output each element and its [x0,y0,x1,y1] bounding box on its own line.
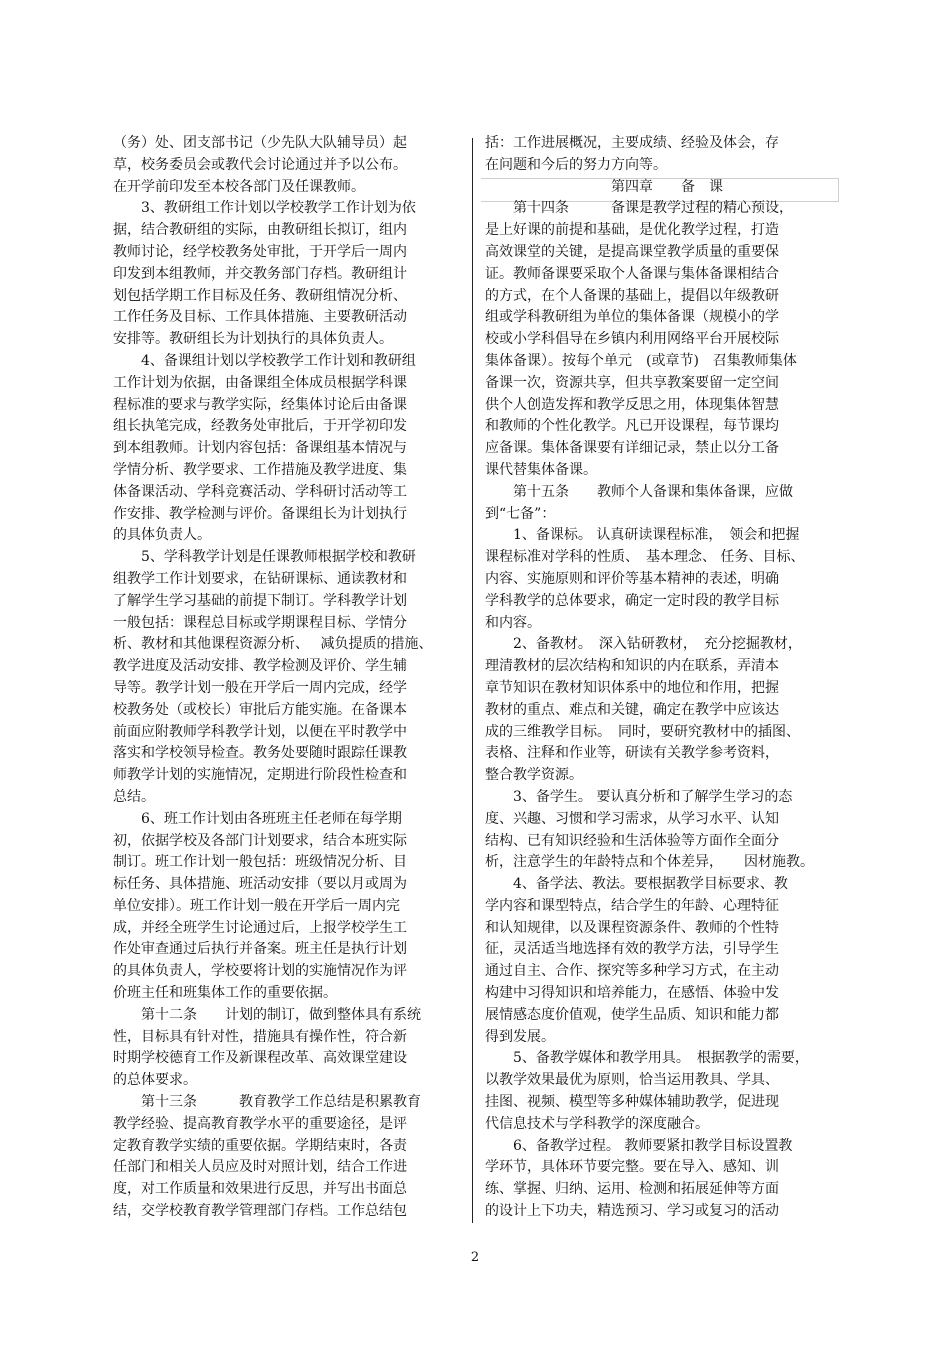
text-line: 组教学工作计划要求，在钻研课标、通读教材和 [113,570,407,587]
text-line: 的具体负责人。 [113,527,211,544]
text-line: 制订。班工作计划一般包括：班级情况分析、目 [113,854,407,871]
text-line: 性，目标具有针对性，措施具有操作性，符合新 [113,1028,407,1045]
text-line: 6、备教学过程。 教师要紧扣教学目标设置教 [485,1137,793,1154]
text-line: 在问题和今后的努力方向等。 [485,156,667,173]
text-line: 得到发展。 [485,1028,555,1045]
text-line: 以教学效果最优为原则，恰当运用教具、学具、 [485,1072,779,1089]
text-line: 代信息技术与学科教学的深度融合。 [485,1115,709,1132]
text-line: 展情感态度价值观，使学生品质、知识和能力都 [485,1006,779,1023]
text-line: 和认知规律，以及课程资源条件、教师的个性特 [485,919,779,936]
text-line: 在开学前印发至本校各部门及任课教师。 [113,178,365,195]
text-line: 教学经验、提高教育教学水平的重要途径，是评 [113,1115,407,1132]
text-line: 高效课堂的关键，是提高课堂教学质量的重要保 [485,243,779,260]
column-divider [472,138,473,1223]
text-line: 结，交学校教育教学管理部门存档。工作总结包 [113,1203,407,1220]
text-line: 草，校务委员会或教代会讨论通过并予以公布。 [113,156,407,173]
text-line: 章节知识在教材知识体系中的地位和作用，把握 [485,679,779,696]
text-line: 和教师的个性化教学。凡已开设课程，每节课均 [485,418,779,435]
text-line: 价班主任和班集体工作的重要依据。 [113,985,337,1002]
text-line: 程标准的要求与教学实际，经集体讨论后由备课 [113,396,407,413]
text-line: 证。教师备课要采取个人备课与集体备课相结合 [485,265,779,282]
text-line: 第十三条 教育教学工作总结是积累教育 [113,1094,421,1111]
page-number: 2 [470,1250,480,1265]
text-line: 作处审查通过后执行并备案。班主任是执行计划 [113,941,407,958]
text-line: 任部门和相关人员应及时对照计划，结合工作进 [113,1159,407,1176]
text-line: 据，结合教研组的实际，由教研组长拟订，组内 [113,222,407,239]
text-line: 学情分析、教学要求、工作措施及教学进度、集 [113,461,407,478]
text-line: 第十四条 备课是教学过程的精心预设， [485,200,793,217]
text-line: 表格、注释和作业等，研读有关教学参考资料， [485,745,779,762]
text-line: 1、备课标。 认真研读课程标准， 领会和把握 [485,527,800,544]
text-line: 组长执笔完成，经教务处审批后，于开学初印发 [113,418,407,435]
left-text-column [113,133,453,1223]
text-line: 定教育教学实绩的重要依据。学期结束时，各责 [113,1137,407,1154]
text-line: 作安排、教学检测与评价。备课组长为计划执行 [113,505,407,522]
text-line: 结构、已有知识经验和生活体验等方面作全面分 [485,832,779,849]
text-line: 导等。教学计划一般在开学后一周内完成，经学 [113,679,407,696]
text-line: 3、教研组工作计划以学校教学工作计划为依 [113,200,416,217]
text-line: 5、学科教学计划是任课教师根据学校和教研 [113,549,416,566]
text-line: 4、备学法、教法。要根据教学目标要求、教 [485,876,788,893]
text-line: 6、班工作计划由各班班主任老师在每学期 [113,810,402,827]
text-line: 的总体要求。 [113,1072,197,1089]
text-line: 通过自主、合作、探究等多种学习方式，在主动 [485,963,779,980]
text-line: 应备课。集体备课要有详细记录，禁止以分工备 [485,440,779,457]
text-line: 的设计上下功夫，精选预习、学习或复习的活动 [485,1203,779,1220]
text-line: 教材的重点、难点和关键，确定在教学中应该达 [485,701,779,718]
text-line: 初，依据学校及各部门计划要求，结合本班实际 [113,832,407,849]
text-line: 学内容和课型特点，结合学生的年龄、心理特征 [485,897,779,914]
text-line: 教学进度及活动安排、教学检测及评价、学生辅 [113,658,407,675]
text-line: 印发到本组教师，并交教务部门存档。教研组计 [113,265,407,282]
text-line: 理清教材的层次结构和知识的内在联系，弄清本 [485,658,779,675]
text-line: 校或小学科倡导在乡镇内利用网络平台开展校际 [485,331,779,348]
text-line: 一般包括：课程总目标或学期课程目标、学情分 [113,614,407,631]
text-line: 成的三维教学目标。 同时，要研究教材中的插图、 [485,723,800,740]
text-line: 第四章 备 课 [485,178,723,195]
text-line: 度，对工作质量和效果进行反思，并写出书面总 [113,1181,407,1198]
text-line: 内容、实施原则和评价等基本精神的表述，明确 [485,570,779,587]
text-line: 挂图、视频、模型等多种媒体辅助教学，促进现 [485,1094,779,1111]
text-line: 4、备课组计划以学校教学工作计划和教研组 [113,352,416,369]
text-line: 前面应附教师学科教学计划，以便在平时教学中 [113,723,407,740]
text-line: 析、教材和其他课程资源分析、 减负提质的措施、 [113,636,433,653]
text-line: 整合教学资源。 [485,767,583,784]
text-line: 学科教学的总体要求，确定一定时段的教学目标 [485,592,779,609]
text-line: （务）处、团支部书记（少先队大队辅导员）起 [113,135,407,151]
text-line: 体备课活动、学科竞赛活动、学科研讨活动等工 [113,483,407,500]
text-line: 征，灵活适当地选择有效的教学方法，引导学生 [485,941,779,958]
text-line: 工作任务及目标、工作具体措施、主要教研活动 [113,309,407,326]
text-line: 课代替集体备课。 [485,461,597,478]
text-line: 工作计划为依据，由备课组全体成员根据学科课 [113,374,407,391]
text-line: 教师讨论，经学校教务处审批，于开学后一周内 [113,243,407,260]
text-line: 学环节，具体环节要完整。要在导入、感知、训 [485,1159,779,1176]
text-line: 2、备教材。 深入钻研教材， 充分挖掘教材， [485,636,802,653]
text-line: 备课一次，资源共享，但共享教案要留一定空间 [485,374,779,391]
text-line: 度、兴趣、习惯和学习需求，从学习水平、认知 [485,810,779,827]
text-line: 师教学计划的实施情况，定期进行阶段性检查和 [113,767,407,784]
text-line: 成，并经全班学生讨论通过后，上报学校学生工 [113,919,407,936]
text-line: 到“七备”： [485,505,556,522]
text-line: 校教务处（或校长）审批后方能实施。在备课本 [113,701,407,718]
text-line: 时期学校德育工作及新课程改革、高效课堂建设 [113,1050,407,1067]
text-line: 标任务、具体措施、班活动安排（要以月或周为 [113,876,407,893]
text-line: 总结。 [113,788,155,805]
text-line: 划包括学期工作目标及任务、教研组情况分析、 [113,287,407,304]
text-line: 括：工作进展概况，主要成绩、经验及体会，存 [485,135,779,151]
text-line: 构建中习得知识和培养能力，在感悟、体验中发 [485,985,779,1002]
text-line: 组或学科教研组为单位的集体备课（规模小的学 [485,309,779,326]
text-line: 5、备教学媒体和教学用具。 根据教学的需要， [485,1050,809,1067]
text-line: 单位安排）。班工作计划一般在开学后一周内完 [113,897,400,914]
text-line: 第十二条 计划的制订，做到整体具有系统 [113,1006,421,1023]
text-line: 落实和学校领导检查。教务处要随时跟踪任课教 [113,745,407,762]
text-line: 集体备课）。按每个单元 (或章节) 召集教师集体 [485,352,797,369]
text-line: 了解学生学习基础的前提下制订。学科教学计划 [113,592,407,609]
text-line: 课程标准对学科的性质、 基本理念、 任务、目标、 [485,549,805,566]
text-line: 到本组教师。计划内容包括：备课组基本情况与 [113,440,407,457]
text-line: 3、备学生。 要认真分析和了解学生学习的态 [485,788,793,805]
text-line: 是上好课的前提和基础，是优化教学过程，打造 [485,222,779,239]
text-line: 练、掌握、归纳、运用、检测和拓展延伸等方面 [485,1181,779,1198]
text-line: 和内容。 [485,614,541,631]
right-text-column [485,133,835,1223]
text-line: 安排等。教研组长为计划执行的具体负责人。 [113,331,393,348]
text-line: 析，注意学生的年龄特点和个体差异， 因材施教。 [485,854,814,871]
text-line: 的具体负责人，学校要将计划的实施情况作为评 [113,963,407,980]
text-line: 的方式，在个人备课的基础上，提倡以年级教研 [485,287,779,304]
text-line: 供个人创造发挥和教学反思之用，体现集体智慧 [485,396,779,413]
text-line: 第十五条 教师个人备课和集体备课，应做 [485,483,793,500]
